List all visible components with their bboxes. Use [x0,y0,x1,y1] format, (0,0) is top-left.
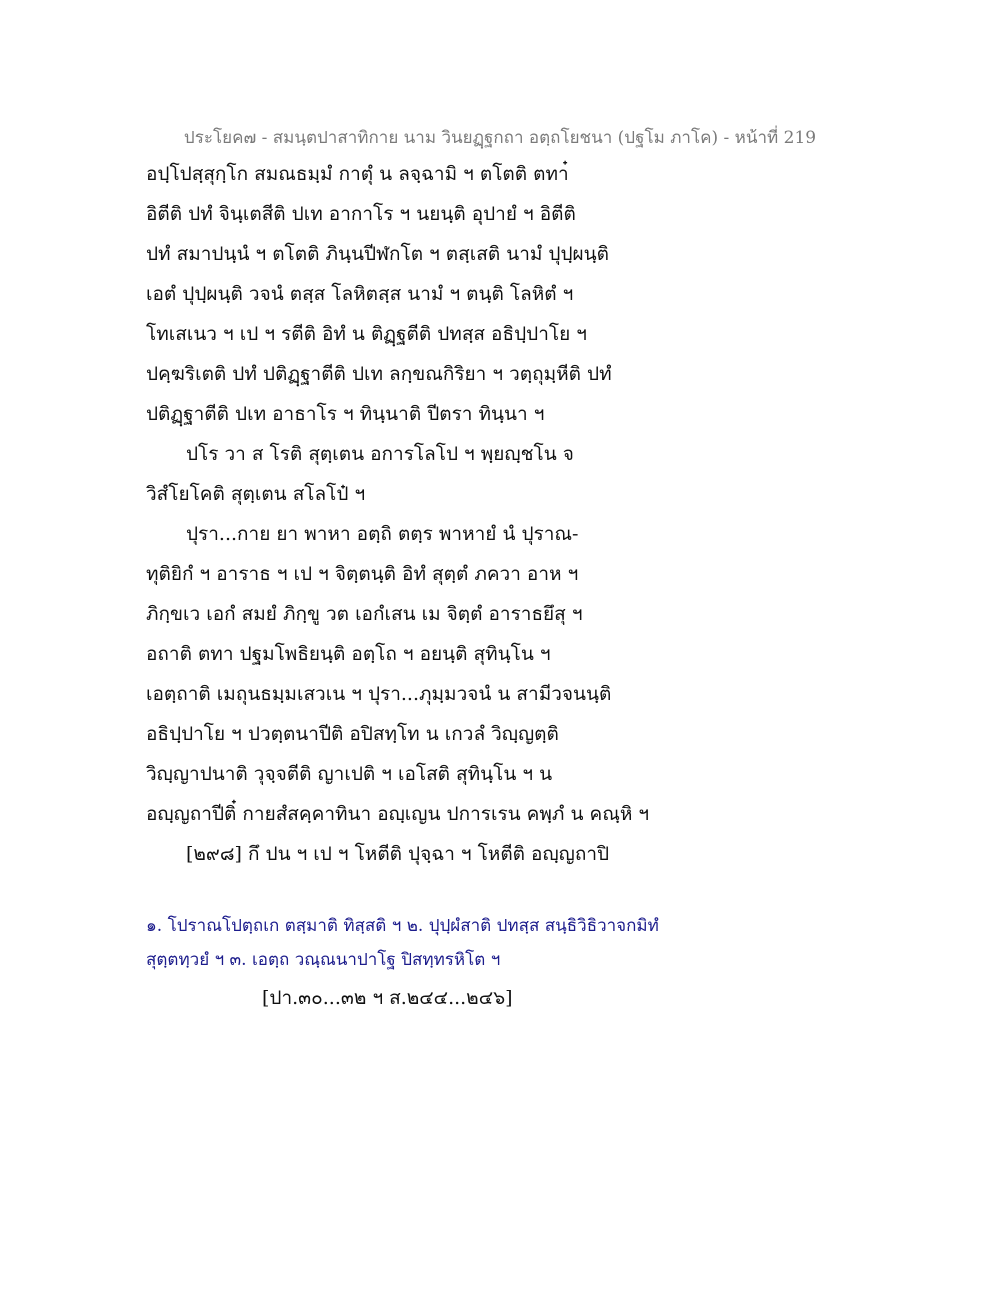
paragraph-start-line: [๒๙๘] กึ ปน ฯ เป ฯ โหตีติ ปุจฺฉา ฯ โหตีติ อญฺญถาปิ [186,843,610,865]
text-line: ปทํ สมาปนฺนํ ฯ ตโตติ ภินฺนปีฬกโต ฯ ตสฺเสติ นามํ ปุปฺผนฺติ [146,243,610,265]
text-line: ปคฺฆริเตติ ปทํ ปติฏฺฐาตีติ ปเท ลกฺขณกิริยา ฯ วตฺถุมฺหีติ ปทํ [146,363,612,385]
text-line: อปฺโปสฺสุกฺโก สมณธมฺมํ กาตุํ น ลจฺฉามิ ฯ ตโตติ ตทา๋ [146,163,569,185]
text-line: อถาติ ตทา ปฐมโพธิยนฺติ อตฺโถ ฯ อยนฺติ สุทินฺโน ฯ [146,643,551,665]
footnote-line: สุตฺตทฺวยํ ฯ ๓. เอตฺถ วณฺณนาปาโฐ ปิสทฺทรหิโต ฯ [146,950,501,970]
paragraph-start-line: ปุรา...กาย ยา พาหา อตฺถิ ตตฺร พาหายํ นํ ปุราณ- [186,523,579,545]
text-line: อธิปฺปาโย ฯ ปวตฺตนาปีติ อปิสทฺโท น เกวลํ วิญฺญตฺติ [146,723,559,745]
text-line: ทุติยิกํ ฯ อาราธ ฯ เป ฯ จิตฺตนฺติ อิทํ สุตฺตํ ภควา อาห ฯ [146,563,579,585]
text-line: วิสํโยโคติ สุตฺเตน สโลโป๋ ฯ [146,483,366,505]
text-line: อญฺญถาปีติ๋ กายสํสคฺคาทินา อญฺเญน ปการเรน คพฺภํ น คณฺหิ ฯ [146,803,650,825]
text-line: อิตีติ ปทํ จินฺเตสีติ ปเท อากาโร ฯ นยนฺติ อุปายํ ฯ อิตีติ [146,203,576,225]
running-header: ประโยค๗ - สมนฺตปาสาทิกาย นาม วินยฏฺฐกถา อตฺถโยชนา (ปฐโม ภาโค) - หน้าที่ 219 [183,128,817,148]
footnote-line: ๑. โปราณโปตฺถเก ตสฺมาติ ทิสฺสติ ฯ ๒. ปุปฺผํสาติ ปทสฺส สนฺธิวิธิวาจกมิทํ [146,916,659,936]
text-line: ปติฏฺฐาตีติ ปเท อาธาโร ฯ ทินฺนาติ ปีตรา ทินฺนา ฯ [146,403,545,425]
text-line: ภิกฺขเว เอกํ สมยํ ภิกฺขู วต เอกํเสน เม จิตฺตํ อาราธยึสุ ฯ [146,603,583,625]
footnotes [146,912,866,980]
text-line: เอตฺถาติ เมถุนธมฺมเสวเน ฯ ปุรา...ภุมฺมวจนํ น สามีวจนนฺติ [146,683,612,705]
text-line: วิญฺญาปนาติ วุจฺจตีติ ญาเปติ ฯ เอโสติ สุทินฺโน ฯ น [146,763,553,785]
page-reference: [ปา.๓๐...๓๒ ฯ ส.๒๔๔...๒๔๖] [262,987,513,1009]
body-text [146,160,866,880]
text-line: เอตํ ปุปฺผนฺติ วจนํ ตสฺส โลหิตสฺส นามํ ฯ ตนฺติ โลหิตํ ฯ [146,283,574,305]
text-line: โทเสเนว ฯ เป ฯ รตีติ อิทํ น ติฏฺฐตีติ ปทสฺส อธิปฺปาโย ฯ [146,323,587,345]
paragraph-start-line: ปโร วา ส โรติ สุตฺเตน อการโลโป ฯ พฺยญฺชโน จ [186,443,574,465]
